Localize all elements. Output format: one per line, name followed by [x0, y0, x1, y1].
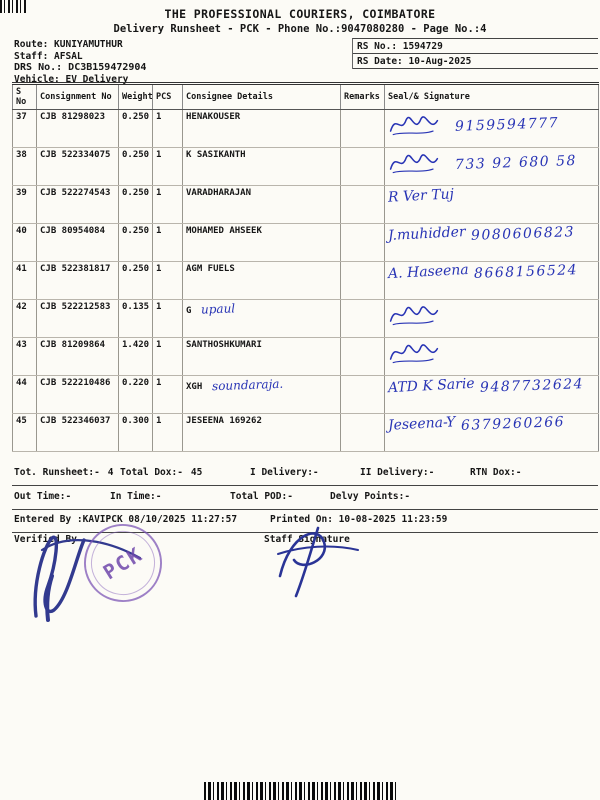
consignee-printed: K SASIKANTH	[186, 150, 246, 160]
cell-sno: 44	[13, 376, 37, 414]
table-row	[13, 186, 599, 224]
cell-remarks	[341, 414, 385, 452]
second-delivery: II Delivery:-	[360, 467, 435, 478]
cell-weight: 1.420	[119, 338, 153, 376]
signature-scribble-icon	[388, 150, 440, 179]
entered-by: Entered By :KAVIPCK 08/10/2025 11:27:57	[14, 514, 238, 525]
cell-consignment: CJB 522381817	[37, 262, 119, 300]
cell-weight: 0.300	[119, 414, 153, 452]
cell-remarks	[341, 186, 385, 224]
consignee-printed: JESEENA 169262	[186, 416, 262, 426]
consignee-printed: MOHAMED AHSEEK	[186, 226, 262, 236]
cell-signature	[385, 224, 599, 262]
cell-pcs: 1	[153, 300, 183, 338]
table-row	[13, 376, 599, 414]
cell-pcs: 1	[153, 186, 183, 224]
in-time: In Time:-	[110, 491, 162, 502]
cell-weight: 0.250	[119, 224, 153, 262]
cell-weight: 0.250	[119, 262, 153, 300]
signature-phone-number: 9159594777	[454, 115, 560, 135]
cell-weight: 0.250	[119, 186, 153, 224]
signature-phone-number: 733 92 680 58	[454, 152, 578, 174]
cell-consignee	[183, 414, 341, 452]
table-row	[13, 110, 599, 148]
cell-sno: 37	[13, 110, 37, 148]
cell-sno: 38	[13, 148, 37, 186]
signature-name: Jeseena-Y	[387, 414, 456, 434]
cell-signature	[385, 148, 599, 186]
cell-consignment: CJB 522334075	[37, 148, 119, 186]
col-signature: Seal/& Signature	[385, 84, 599, 110]
cell-sno: 43	[13, 338, 37, 376]
rtn-dox: RTN Dox:-	[470, 467, 522, 478]
cell-consignment: CJB 81209864	[37, 338, 119, 376]
table-header-row	[13, 84, 599, 110]
signature-scribble-icon	[388, 112, 440, 141]
cell-remarks	[341, 262, 385, 300]
cell-consignment: CJB 80954084	[37, 224, 119, 262]
cell-pcs: 1	[153, 376, 183, 414]
cell-consignment: CJB 522212583	[37, 300, 119, 338]
total-pod: Total POD:-	[230, 491, 293, 502]
signature-phone-number: 6379260266	[460, 414, 566, 434]
staff-signature	[266, 518, 366, 603]
printed-on: Printed On: 10-08-2025 11:23:59	[270, 514, 448, 525]
cell-remarks	[341, 148, 385, 186]
cell-signature	[385, 300, 599, 338]
cell-signature	[385, 262, 599, 300]
table-row	[13, 300, 599, 338]
signature-scribble-icon	[388, 340, 440, 369]
delvy-points: Delvy Points:-	[330, 491, 411, 502]
bottom-barcode	[204, 782, 396, 800]
cell-consignee	[183, 262, 341, 300]
signature-name: ATD K Sarie	[387, 375, 476, 397]
staff-line: Staff: AFSAL	[14, 50, 83, 62]
rs-date-line: RS Date: 10-Aug-2025	[353, 54, 598, 69]
runsheet-subtitle: Delivery Runsheet - PCK - Phone No.:9047080280 - Page No.:4	[113, 23, 487, 35]
consignee-printed: HENAKOUSER	[186, 112, 241, 122]
total-dox: Total Dox:- 45	[120, 467, 203, 478]
shipment-info	[14, 39, 146, 85]
cell-weight: 0.135	[119, 300, 153, 338]
consignee-printed: VARADHARAJAN	[186, 188, 252, 198]
cell-remarks	[341, 376, 385, 414]
col-pcs: PCS	[153, 84, 183, 110]
signature-name: A. Haseena	[387, 261, 470, 283]
cell-consignee	[183, 338, 341, 376]
cell-consignment: CJB 81298023	[37, 110, 119, 148]
company-title: THE PROFESSIONAL COURIERS, COIMBATORE	[164, 7, 436, 21]
route-line: Route: KUNIYAMUTHUR	[14, 39, 123, 50]
consignee-handwritten: soundaraja.	[211, 376, 284, 394]
cell-remarks	[341, 224, 385, 262]
cell-consignee	[183, 148, 341, 186]
col-consignment: Consignment No	[37, 84, 119, 110]
signature-phone-number: 9080606823	[470, 224, 576, 244]
cell-signature	[385, 110, 599, 148]
cell-weight: 0.220	[119, 376, 153, 414]
table-row	[13, 148, 599, 186]
cell-consignment: CJB 522210486	[37, 376, 119, 414]
signature-phone-number: 9487732624	[479, 376, 585, 396]
cell-consignee	[183, 110, 341, 148]
cell-pcs: 1	[153, 224, 183, 262]
rs-no-line: RS No.: 1594729	[353, 39, 598, 54]
cell-consignment: CJB 522274543	[37, 186, 119, 224]
signature-phone-number: 8668156524	[473, 262, 579, 282]
cell-remarks	[341, 300, 385, 338]
table-row	[13, 262, 599, 300]
staff-signature-label: Staff Signature	[264, 534, 350, 545]
cell-signature	[385, 414, 599, 452]
col-remarks: Remarks	[341, 84, 385, 110]
cell-weight: 0.250	[119, 110, 153, 148]
cell-pcs: 1	[153, 110, 183, 148]
col-weight: Weight	[119, 84, 153, 110]
runsheet-table	[12, 82, 599, 452]
table-row	[13, 224, 599, 262]
total-runsheet: Tot. Runsheet:- 4	[14, 467, 114, 478]
totals-bar	[12, 464, 598, 486]
signature-name: J.muhidder	[387, 223, 467, 245]
cell-weight: 0.250	[119, 148, 153, 186]
cell-consignment: CJB 522346037	[37, 414, 119, 452]
first-delivery: I Delivery:-	[250, 467, 319, 478]
cell-remarks	[341, 110, 385, 148]
cell-remarks	[341, 338, 385, 376]
cell-sno: 41	[13, 262, 37, 300]
col-sno: S No	[13, 84, 37, 110]
cell-consignee	[183, 376, 341, 414]
times-bar	[12, 488, 598, 510]
consignee-printed: AGM FUELS	[186, 264, 235, 274]
stamp-text: PCK	[98, 541, 148, 585]
cell-consignee	[183, 186, 341, 224]
consignee-printed: G	[186, 306, 192, 316]
out-time: Out Time:-	[14, 491, 72, 502]
drs-line: DRS No.: DC3B159472904	[14, 62, 147, 73]
signature-name: R Ver Tuj	[387, 186, 455, 206]
cell-pcs: 1	[153, 262, 183, 300]
cell-pcs: 1	[153, 148, 183, 186]
cell-sno: 42	[13, 300, 37, 338]
consignee-printed: SANTHOSHKUMARI	[186, 340, 262, 350]
cell-consignee	[183, 300, 341, 338]
consignee-printed: XGH	[186, 382, 203, 392]
cell-sno: 45	[13, 414, 37, 452]
table-row	[13, 338, 599, 376]
cell-sno: 40	[13, 224, 37, 262]
cell-pcs: 1	[153, 414, 183, 452]
cell-pcs: 1	[153, 338, 183, 376]
col-consignee: Consignee Details	[183, 84, 341, 110]
cell-signature	[385, 338, 599, 376]
vehicle-line: Vehicle: EV Delivery	[14, 73, 129, 85]
rs-box	[352, 38, 598, 69]
signature-scribble-icon	[388, 302, 440, 331]
table-row	[13, 414, 599, 452]
verified-by-label: Verified By	[14, 534, 77, 545]
cell-signature	[385, 186, 599, 224]
consignee-handwritten: upaul	[200, 301, 236, 317]
runsheet-body	[13, 110, 599, 452]
cell-sno: 39	[13, 186, 37, 224]
cell-signature	[385, 376, 599, 414]
cell-consignee	[183, 224, 341, 262]
